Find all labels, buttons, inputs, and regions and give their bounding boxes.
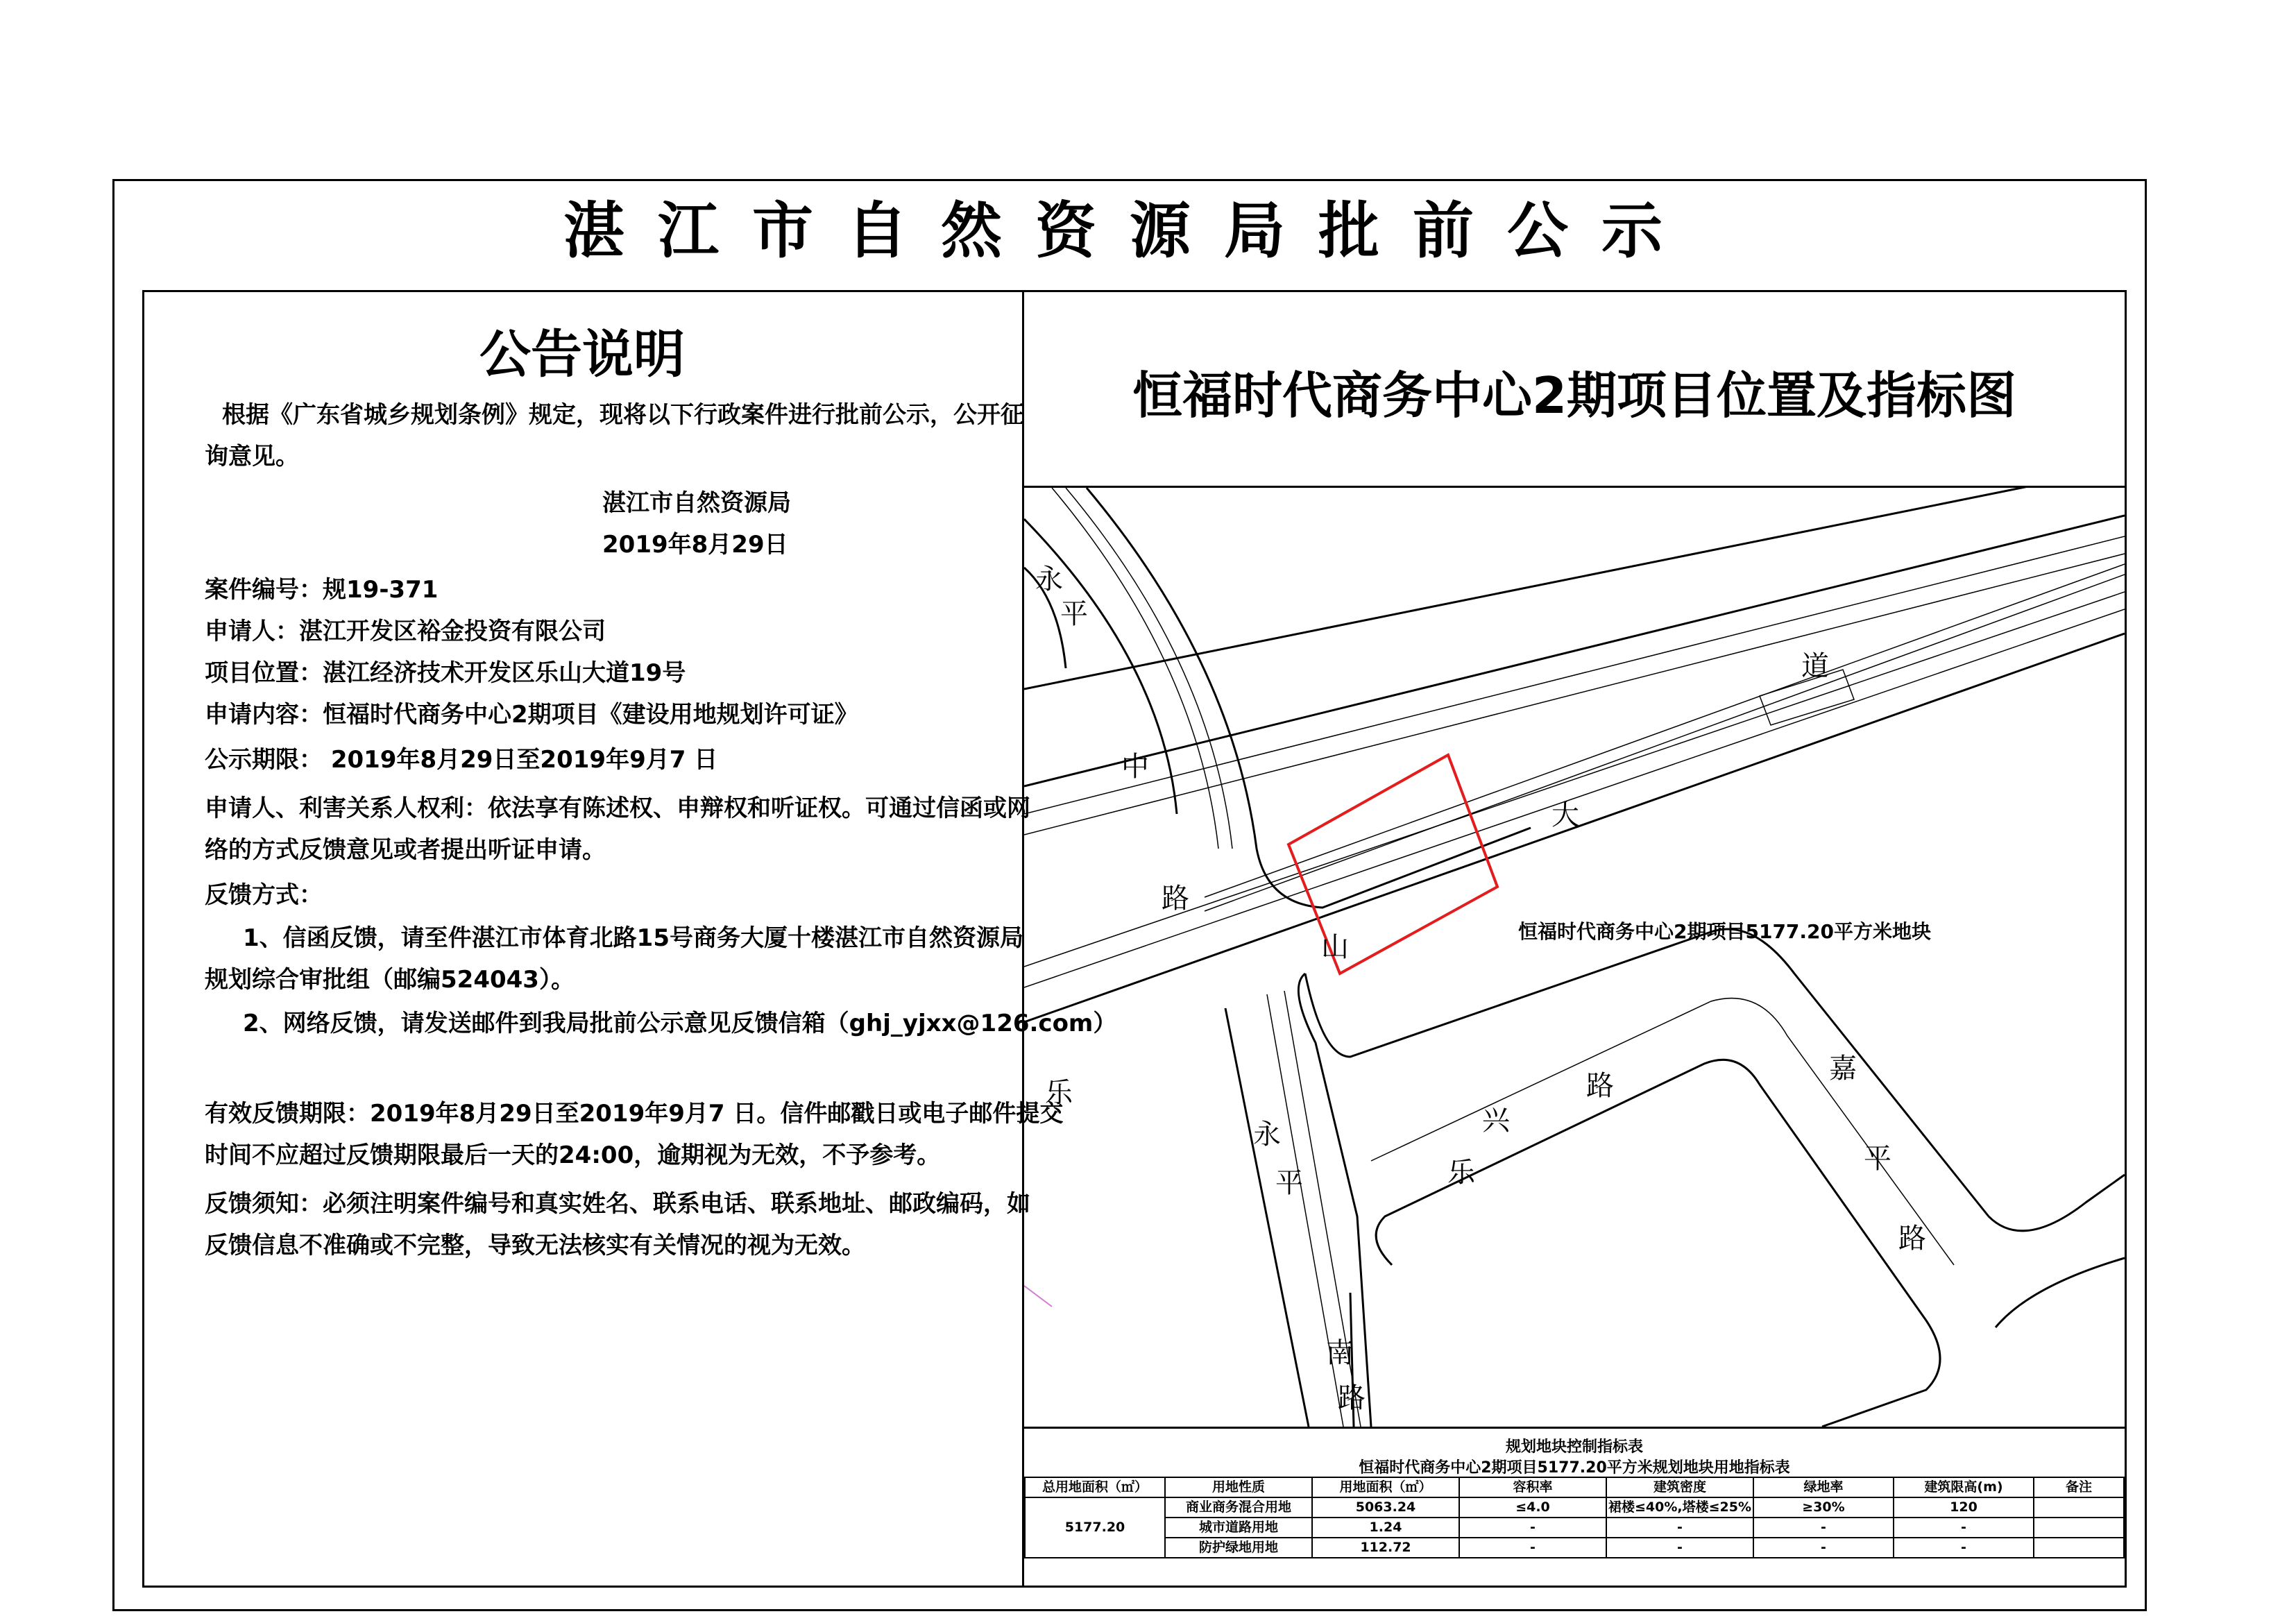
table-cell: 1.24 — [1312, 1518, 1459, 1538]
table-cell: 商业商务混合用地 — [1165, 1497, 1312, 1518]
table-cell — [2034, 1518, 2124, 1538]
applicant: 申请人：湛江开发区裕金投资有限公司 — [205, 618, 606, 645]
notice-title: 公告说明 — [479, 325, 685, 384]
yongping-mid-edge-right — [1087, 488, 1531, 908]
header-land-use: 用地性质 — [1165, 1477, 1312, 1497]
leshan-road-edge-top-far — [1024, 488, 2125, 689]
table-cell: - — [1459, 1518, 1606, 1538]
header-total-area: 总用地面积（㎡） — [1025, 1477, 1165, 1497]
table-row — [1025, 1518, 2124, 1538]
table-cell: ≤4.0 — [1459, 1497, 1606, 1518]
location-map — [1024, 488, 2125, 1427]
table-cell: 城市道路用地 — [1165, 1518, 1312, 1538]
notice-intro-line-2: 询意见。 — [205, 443, 299, 470]
road-label-leshan-4: 道 — [1801, 650, 1829, 682]
road-label-yongping-mid-1: 永 — [1035, 563, 1063, 595]
table-caption-2: 恒福时代商务中心2期项目5177.20平方米规划地块用地指标表 — [1359, 1459, 1790, 1477]
rights-line-2: 络的方式反馈意见或者提出听证申请。 — [205, 836, 606, 864]
road-label-yongping-south-3: 南 — [1326, 1337, 1354, 1369]
land-use-index-table — [1024, 1477, 2125, 1558]
feedback-email: 2、网络反馈，请发送邮件到我局批前公示意见反馈信箱（ghj_yjxx@126.com） — [243, 1010, 1117, 1037]
road-label-yongping-south-1: 永 — [1253, 1119, 1281, 1150]
main-title: 湛江市自然资源局批前公示 — [563, 195, 1696, 266]
table-caption-1: 规划地块控制指标表 — [1505, 1438, 1643, 1456]
table-frame-top — [1024, 1427, 2125, 1429]
table-cell: - — [1894, 1538, 2034, 1558]
rights-line-1: 申请人、利害关系人权利：依法享有陈述权、申辩权和听证权。可通过信函或网 — [205, 794, 1030, 822]
table-cell: 120 — [1894, 1497, 2034, 1518]
table-cell: - — [1753, 1518, 1894, 1538]
road-label-lexing-1: 乐 — [1447, 1157, 1475, 1189]
road-label-yongping-mid-2: 平 — [1060, 598, 1088, 630]
valid-period-line-1: 有效反馈期限：2019年8月29日至2019年9月7 日。信件邮戳日或电子邮件提交 — [205, 1100, 1064, 1128]
table-cell: - — [1606, 1538, 1753, 1558]
header-remark: 备注 — [2034, 1477, 2124, 1497]
feedback-letter-line-1: 1、信函反馈，请至件湛江市体育北路15号商务大厦十楼湛江市自然资源局 — [243, 924, 1023, 952]
table-cell: - — [1894, 1518, 2034, 1538]
notice-issuer: 湛江市自然资源局 — [602, 489, 791, 517]
header-density: 建筑密度 — [1606, 1477, 1753, 1497]
feedback-label: 反馈方式： — [205, 881, 323, 909]
map-title: 恒福时代商务中心2期项目位置及指标图 — [1132, 366, 2017, 425]
road-label-yongping-mid-3: 中 — [1121, 751, 1149, 783]
road-label-lexing-3: 路 — [1586, 1070, 1614, 1102]
application-content: 申请内容：恒福时代商务中心2期项目《建设用地规划许可证》 — [205, 701, 858, 729]
valid-period-line-2: 时间不应超过反馈期限最后一天的24:00，逾期视为无效，不予参考。 — [205, 1141, 941, 1169]
table-cell — [2034, 1538, 2124, 1558]
case-number: 案件编号：规19-371 — [205, 576, 439, 604]
road-label-lexing-2: 兴 — [1482, 1105, 1510, 1137]
road-label-jiaping-2: 平 — [1864, 1143, 1891, 1175]
table-cell — [2034, 1497, 2124, 1518]
project-location: 项目位置：湛江经济技术开发区乐山大道19号 — [205, 659, 686, 687]
road-label-leshan-3: 大 — [1551, 799, 1579, 831]
notes-line-1: 反馈须知：必须注明案件编号和真实姓名、联系电话、联系地址、邮政编码，如 — [205, 1190, 1030, 1218]
table-cell: 112.72 — [1312, 1538, 1459, 1558]
notice-intro-line-1: 根据《广东省城乡规划条例》规定，现将以下行政案件进行批前公示，公开征 — [222, 401, 1024, 429]
project-parcel — [1289, 755, 1497, 974]
road-label-yongping-south-4: 路 — [1338, 1382, 1366, 1414]
feedback-letter-line-2: 规划综合审批组（邮编524043）。 — [205, 966, 575, 994]
total-area-cell: 5177.20 — [1025, 1497, 1165, 1558]
table-header-row — [1025, 1477, 2124, 1497]
road-label-leshan-1: 乐 — [1045, 1077, 1073, 1109]
header-area: 用地面积（㎡） — [1312, 1477, 1459, 1497]
header-far: 容积率 — [1459, 1477, 1606, 1497]
notice-date: 2019年8月29日 — [602, 531, 788, 559]
publicity-period: 公示期限： 2019年8月29日至2019年9月7 日 — [205, 746, 718, 774]
road-label-jiaping-3: 路 — [1898, 1223, 1926, 1255]
road-label-jiaping-1: 嘉 — [1829, 1053, 1857, 1085]
table-row — [1025, 1497, 2124, 1518]
leshan-road-edge-top — [1024, 516, 2125, 786]
map-drawing — [1024, 488, 2125, 1427]
header-height: 建筑限高(m) — [1894, 1477, 2034, 1497]
table-cell: - — [1459, 1538, 1606, 1558]
table-cell: ≥30% — [1753, 1497, 1894, 1518]
header-green: 绿地率 — [1753, 1477, 1894, 1497]
road-label-leshan-2: 山 — [1321, 931, 1349, 963]
notes-line-2: 反馈信息不准确或不完整，导致无法核实有关情况的视为无效。 — [205, 1232, 865, 1259]
road-label-yongping-mid-4: 路 — [1162, 883, 1189, 915]
table-cell: 防护绿地用地 — [1165, 1538, 1312, 1558]
lexing-road-edge-bottom — [1376, 1060, 1940, 1427]
yongping-south-edge-left — [1225, 1008, 1309, 1427]
table-cell: - — [1753, 1538, 1894, 1558]
road-label-yongping-south-2: 平 — [1275, 1167, 1303, 1199]
table-cell: - — [1606, 1518, 1753, 1538]
parcel-label: 恒福时代商务中心2期项目5177.20平方米地块 — [1518, 920, 1932, 943]
table-cell: 5063.24 — [1312, 1497, 1459, 1518]
table-row — [1025, 1538, 2124, 1558]
table-cell: 裙楼≤40%,塔楼≤25% — [1606, 1497, 1753, 1518]
